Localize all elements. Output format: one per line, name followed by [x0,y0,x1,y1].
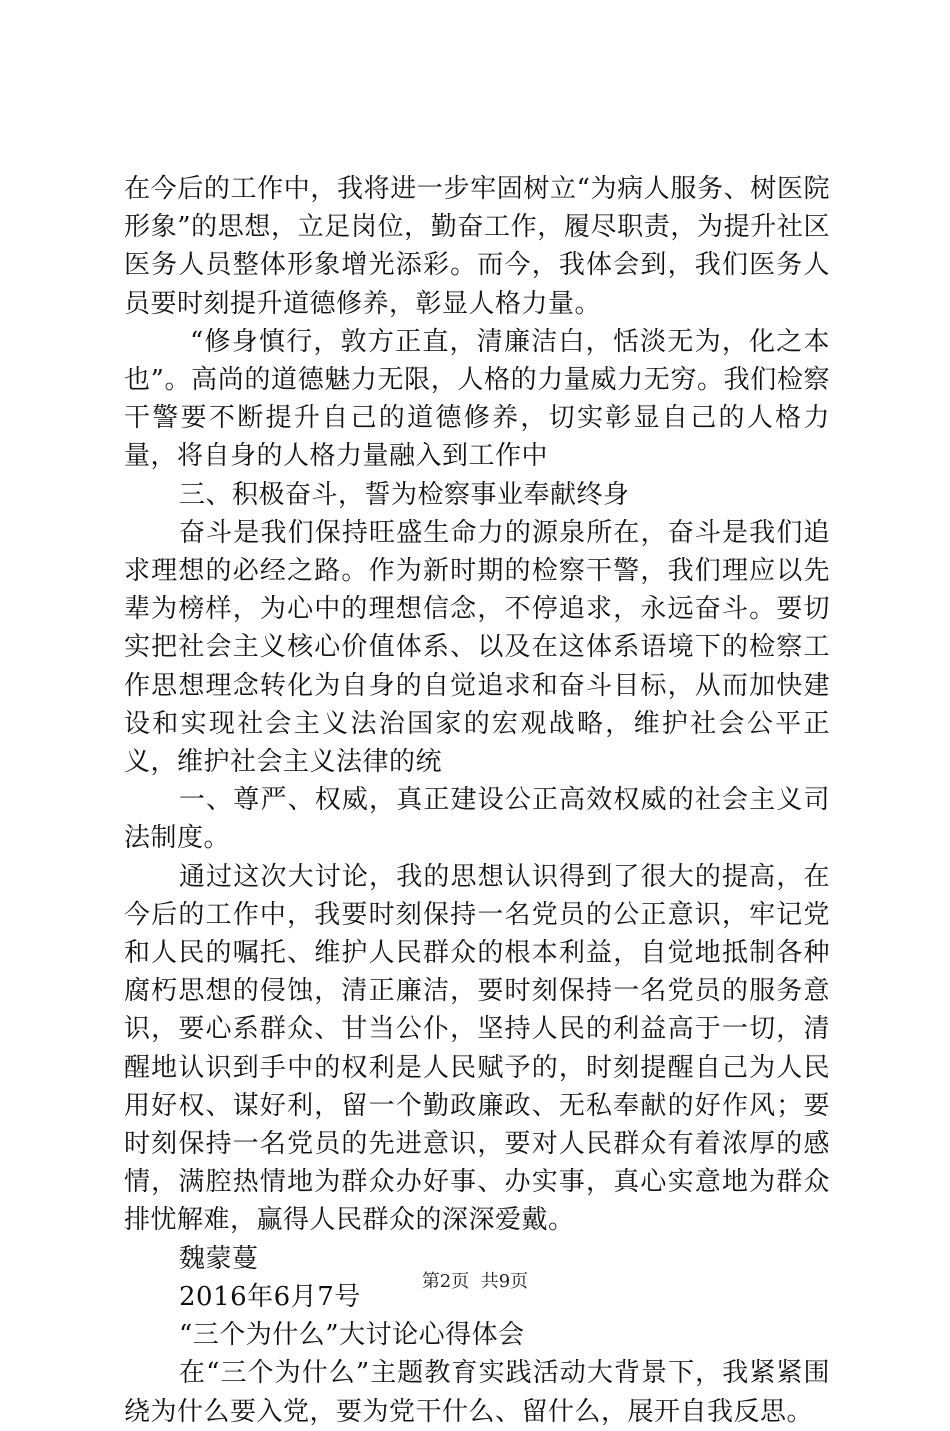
paragraph-strive: 奋斗是我们保持旺盛生命力的源泉所在，奋斗是我们追求理想的必经之路。作为新时期的检察干警，我们理应以先辈为榜样，为心中的理想信念，不停追求，永远奋斗。要切实把社会主义核心价值体系、以及在这体系语境下的检察工作思想理念转化为自身的自觉追求和奋斗目标，从而加快建设和实现社会主义法治国家的宏观战略，维护社会公平正义，维护社会主义法律的统 [124,517,830,778]
paragraph-article-intro: 在“三个为什么”主题教育实践活动大背景下，我紧紧围绕为什么要入党，要为党干什么、留什么，展开自我反思。 [124,1358,830,1427]
paragraph-judicial-system: 一、尊严、权威，真正建设公正高效权威的社会主义司法制度。 [124,785,830,854]
signature-name: 魏蒙蔓 [179,1243,259,1274]
signature-date: 2016年6月7号 [179,1281,361,1312]
section-heading-strive: 三、积极奋斗，誓为检察事业奉献终身 [179,479,630,510]
paragraph-discussion-reflection: 通过这次大讨论，我的思想认识得到了很大的提高，在今后的工作中，我要时刻保持一名党员的公正意识，牢记党和人民的嘱托、维护人民群众的根本利益，自觉地抵制各种腐朽思想的侵蚀，清正廉洁，要时刻保持一名党员的服务意识，要心系群众、甘当公仆，坚持人民的利益高于一切，清醒地认识到手中的权利是人民赋予的，时刻提醒自己为人民用好权、谋好利，留一个勤政廉政、无私奉献的好作风；要时刻保持一名党员的先进意识，要对人民群众有着浓厚的感情，满腔热情地为群众办好事、办实事，真心实意地为群众排忧解难，赢得人民群众的深深爱戴。 [124,861,830,1236]
document-body [124,170,830,1431]
article-title: “三个为什么”大讨论心得体会 [179,1320,525,1351]
paragraph-moral-cultivation: “修身慎行，敦方正直，清廉洁白，恬淡无为，化之本也”。高尚的道德魅力无限，人格的力量威力无穷。我们检察干警要不断提升自己的道德修养，切实彰显自己的人格力量，将自身的人格力量融入到工作中 [124,326,830,472]
paragraph-work-commitment: 在今后的工作中，我将进一步牢固树立“为病人服务、树医院形象”的思想，立足岗位，勤奋工作，履尽职责，为提升社区医务人员整体形象增光添彩。而今，我体会到，我们医务人员要时刻提升道德修养，彰显人格力量。 [124,174,830,319]
page-number-footer: 第2页 共9页 [421,1271,529,1292]
